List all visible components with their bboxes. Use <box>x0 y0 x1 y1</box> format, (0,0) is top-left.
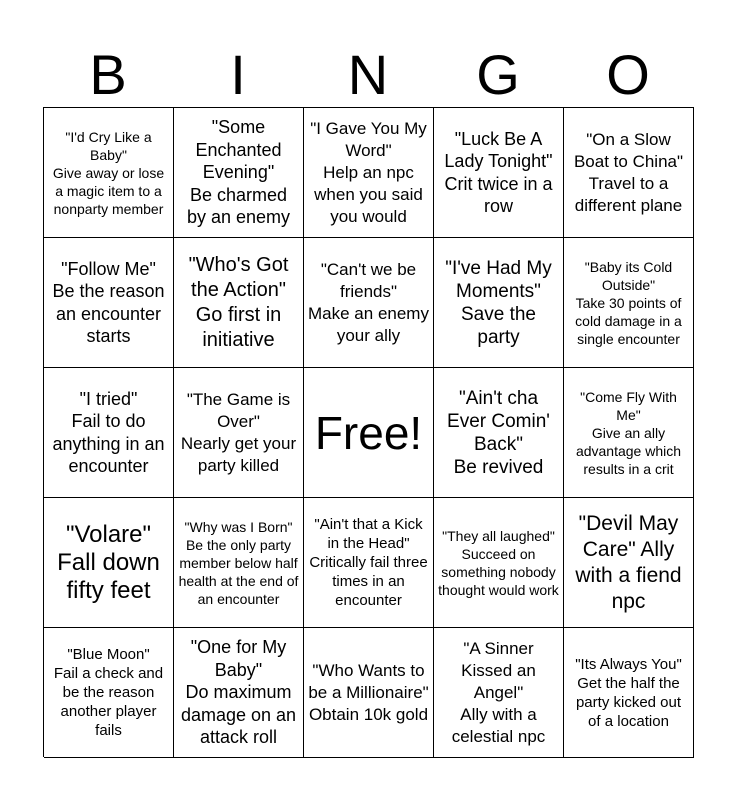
bingo-cell[interactable]: "Who Wants to be a Millionaire" Obtain 10k gold <box>304 628 434 758</box>
bingo-cell[interactable]: "They all laughed" Succeed on something nobody thought would work <box>434 498 564 628</box>
free-space[interactable]: Free! <box>304 368 434 498</box>
bingo-cell[interactable]: "Its Always You" Get the half the party kicked out of a location <box>564 628 694 758</box>
bingo-cell[interactable]: "I'd Cry Like a Baby" Give away or lose a magic item to a nonparty member <box>44 108 174 238</box>
bingo-cell[interactable]: "I tried" Fail to do anything in an encounter <box>44 368 174 498</box>
bingo-cell[interactable]: "Blue Moon" Fail a check and be the reason another player fails <box>44 628 174 758</box>
bingo-cell[interactable]: "One for My Baby" Do maximum damage on an attack roll <box>174 628 304 758</box>
bingo-cell[interactable]: "The Game is Over" Nearly get your party killed <box>174 368 304 498</box>
header-letter-g: G <box>476 43 520 106</box>
bingo-cell[interactable]: "A Sinner Kissed an Angel" Ally with a celestial npc <box>434 628 564 758</box>
header-letter-i: I <box>230 43 246 106</box>
bingo-cell[interactable]: "Ain't cha Ever Comin' Back" Be revived <box>434 368 564 498</box>
header-letter-o: O <box>606 43 650 106</box>
bingo-cell[interactable]: "Come Fly With Me" Give an ally advantage which results in a crit <box>564 368 694 498</box>
bingo-cell[interactable]: "Luck Be A Lady Tonight" Crit twice in a row <box>434 108 564 238</box>
bingo-header <box>43 44 693 106</box>
bingo-cell[interactable]: "On a Slow Boat to China" Travel to a different plane <box>564 108 694 238</box>
bingo-cell[interactable]: "Why was I Born" Be the only party member below half health at the end of an encounter <box>174 498 304 628</box>
bingo-cell[interactable]: "Who's Got the Action" Go first in initiative <box>174 238 304 368</box>
bingo-cell[interactable]: "Volare" Fall down fifty feet <box>44 498 174 628</box>
bingo-cell[interactable]: "Ain't that a Kick in the Head" Critically fail three times in an encounter <box>304 498 434 628</box>
bingo-cell[interactable]: "Devil May Care" Ally with a fiend npc <box>564 498 694 628</box>
bingo-cell[interactable]: "Some Enchanted Evening" Be charmed by an enemy <box>174 108 304 238</box>
header-letter-n: N <box>347 43 389 106</box>
bingo-cell[interactable]: "I Gave You My Word" Help an npc when you said you would <box>304 108 434 238</box>
bingo-cell[interactable]: "Baby its Cold Outside" Take 30 points of cold damage in a single encounter <box>564 238 694 368</box>
bingo-cell[interactable]: "I've Had My Moments" Save the party <box>434 238 564 368</box>
bingo-cell[interactable]: "Follow Me" Be the reason an encounter starts <box>44 238 174 368</box>
bingo-grid <box>43 107 694 757</box>
bingo-cell[interactable]: "Can't we be friends" Make an enemy your ally <box>304 238 434 368</box>
header-letter-b: B <box>89 43 127 106</box>
